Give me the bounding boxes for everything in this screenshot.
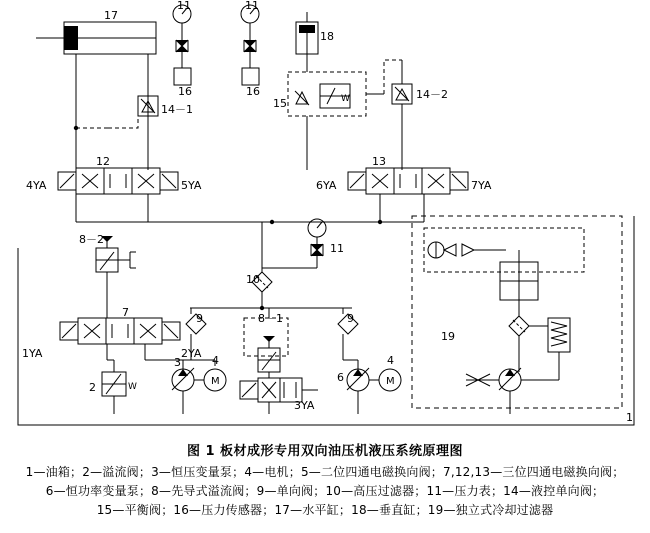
- label-16-b: 16: [246, 85, 260, 98]
- figure-title: 图 1 板材成形专用双向油压机液压系统原理图: [186, 444, 464, 459]
- directional-valve-13: [348, 168, 468, 194]
- tank-outline: [18, 216, 634, 425]
- cylinder-18-piston: [299, 25, 315, 33]
- label-5ya: 5YA: [181, 179, 202, 192]
- pressure-sensor-16-b: [242, 68, 259, 85]
- cooling-filter-unit-19: [412, 216, 622, 408]
- label-14-2: 14－2: [416, 88, 448, 101]
- legend-line-1: 1—油箱；2—溢流阀；3—恒压变量泵；4—电机；5—二位四通电磁换向阀；7,12,13—三位四通电磁换向阀；: [25, 465, 625, 479]
- label-9-b: 9: [347, 312, 354, 325]
- svg-text:W: W: [341, 94, 350, 104]
- label-13: 13: [372, 155, 386, 168]
- directional-valve-7: [60, 318, 180, 344]
- directional-valve-12: [58, 168, 178, 194]
- label-7ya: 7YA: [471, 179, 492, 192]
- motor-4-a: [194, 360, 226, 391]
- label-1: 1: [626, 411, 633, 424]
- pilot-relief-valve-8-2: [96, 236, 136, 318]
- label-4-a: 4: [212, 354, 219, 367]
- label-7: 7: [122, 306, 129, 319]
- pressure-sensor-16-a: [174, 68, 191, 85]
- label-11-c: 11: [330, 242, 344, 255]
- label-8-2: 8－2: [79, 233, 104, 246]
- label-16-a: 16: [178, 85, 192, 98]
- directional-valve-5: [240, 372, 302, 402]
- relief-valve-2-a: [102, 360, 137, 408]
- label-14-1: 14－1: [161, 103, 193, 116]
- variable-pump-6: [343, 360, 369, 391]
- label-1ya: 1YA: [22, 347, 43, 360]
- label-8-1: 8－1: [258, 312, 283, 325]
- label-18: 18: [320, 30, 334, 43]
- svg-text:W: W: [128, 382, 137, 392]
- label-9-a: 9: [196, 312, 203, 325]
- pilot-line-14-1: [108, 116, 138, 128]
- svg-text:M: M: [386, 376, 395, 387]
- label-3: 3: [174, 356, 181, 369]
- label-11-a: 11: [177, 0, 191, 12]
- motor-4-b: [369, 369, 401, 391]
- label-4-b: 4: [387, 354, 394, 367]
- legend-line-2: 6—恒功率变量泵；8—先导式溢流阀；9—单向阀；10—高压过滤器；11—压力表；14—液控单向阀；: [45, 484, 605, 498]
- balance-valve-15-block: [288, 72, 366, 116]
- svg-text:M: M: [211, 376, 220, 387]
- label-6: 6: [337, 371, 344, 384]
- label-15: 15: [273, 97, 287, 110]
- label-2ya: 2YA: [181, 347, 202, 360]
- label-11-b: 11: [245, 0, 259, 12]
- label-12: 12: [96, 155, 110, 168]
- high-pressure-filter-10: [252, 222, 272, 308]
- label-4ya: 4YA: [26, 179, 47, 192]
- label-10: 10: [246, 273, 260, 286]
- label-2-a: 2: [89, 381, 96, 394]
- legend-line-3: 15—平衡阀；16—压力传感器；17—水平缸；18—垂直缸；19—独立式冷却过滤器: [96, 503, 554, 517]
- cylinder-17-piston: [64, 26, 78, 50]
- label-6ya: 6YA: [316, 179, 337, 192]
- label-3ya: 3YA: [294, 399, 315, 412]
- label-17: 17: [104, 9, 118, 22]
- label-19: 19: [441, 330, 455, 343]
